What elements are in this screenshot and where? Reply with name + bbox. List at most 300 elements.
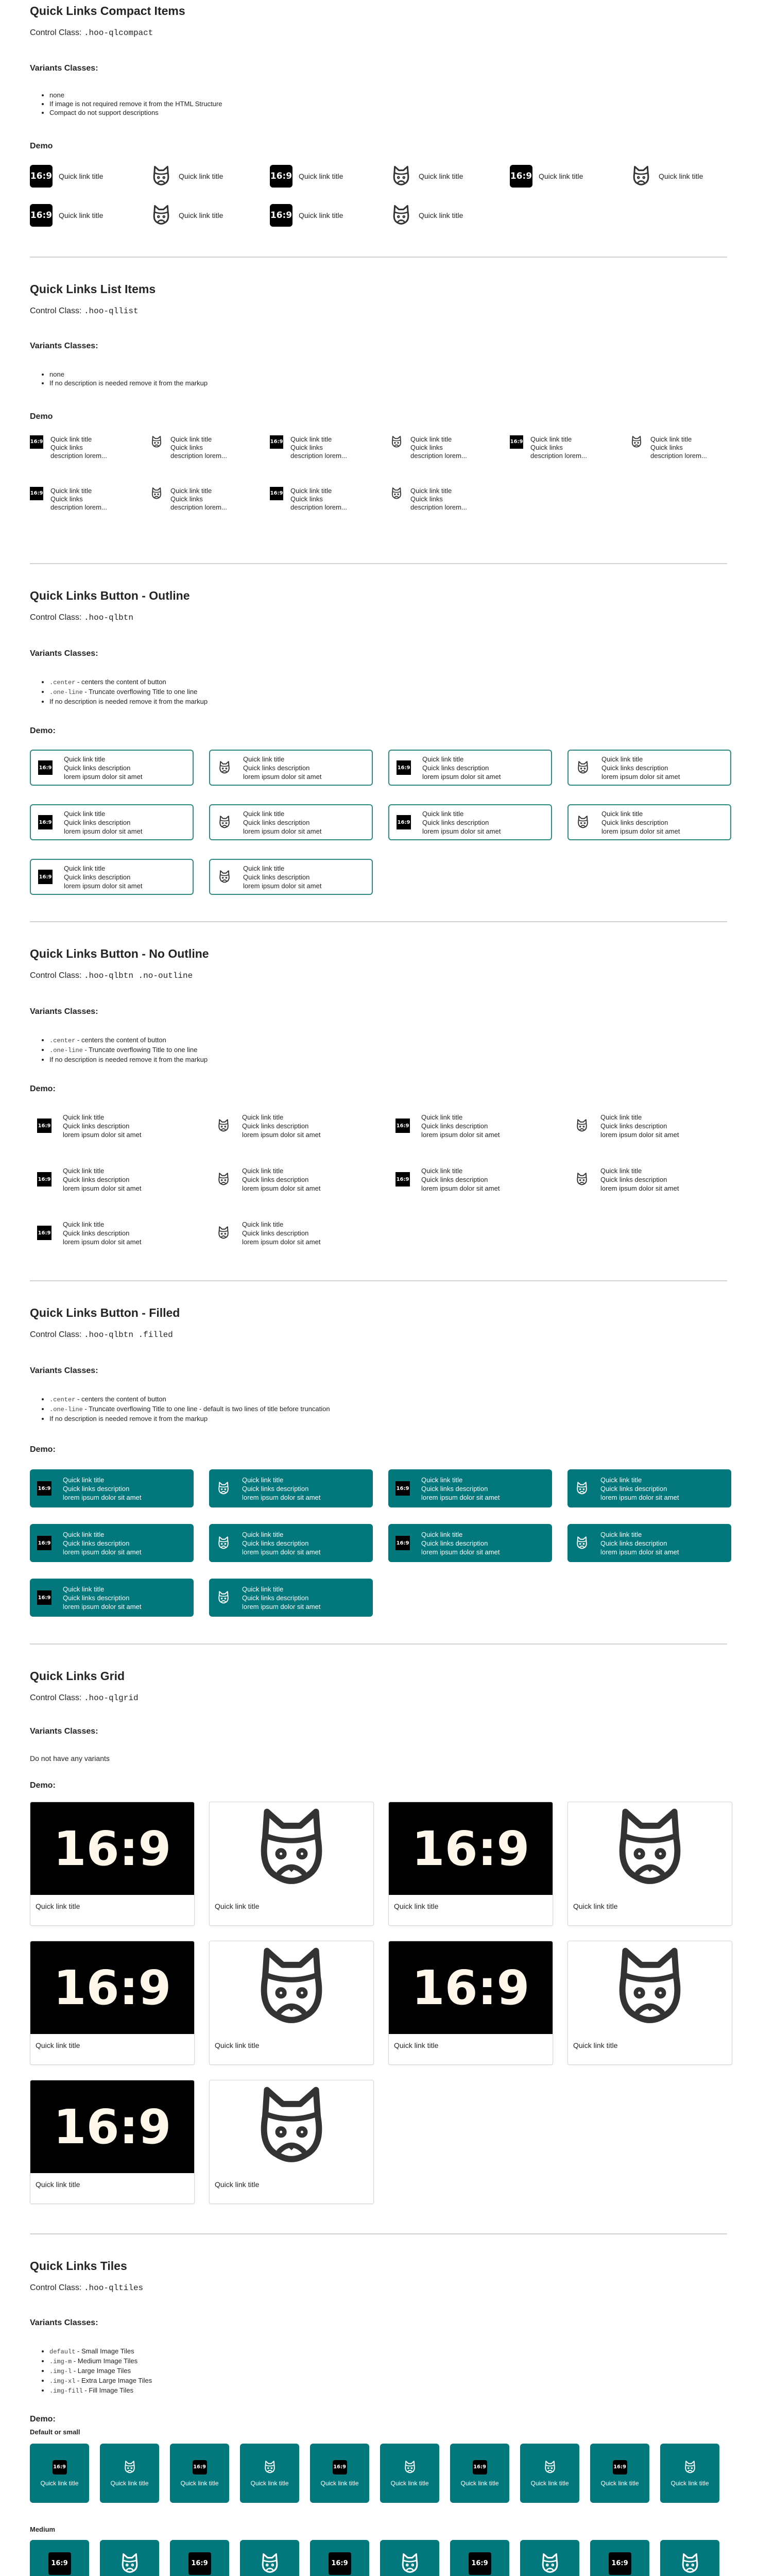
variant-text: - Extra Large Image Tiles [75,2377,152,2384]
quick-link-title: Quick link title [410,435,452,443]
quick-link-grid-card[interactable] [30,1802,195,1926]
quick-link-text [63,1113,141,1139]
quick-link-compact[interactable] [150,204,223,227]
quick-link-title: Quick link title [299,211,343,219]
image-16-9-icon: 16:9 [270,165,293,188]
quick-link-text [63,1476,141,1502]
quick-link-title: Quick link title [394,2041,439,2049]
section-title: Quick Links Button - Outline [30,589,190,602]
quick-link-text [64,809,142,836]
quick-link-title: Quick link title [600,1166,642,1175]
cat-icon [216,1172,231,1187]
variants-heading: Variants Classes: [30,1007,98,1016]
control-class [30,971,193,980]
quick-link-title: Quick link title [243,864,285,872]
variant-code: .img-l [49,2368,72,2375]
section-title: Quick Links Grid [30,1669,125,1683]
variant-item: • If no description is needed remove it from the markup [49,379,208,387]
cat-icon [118,2552,141,2575]
cat-icon [575,1536,589,1550]
quick-link-text [170,435,227,460]
quick-link-description: lorem ipsum dolor sit amet [242,1238,321,1246]
quick-link-grid-card[interactable] [30,2080,195,2204]
quick-link-list-item[interactable] [30,487,141,512]
cat-icon [217,760,232,775]
quick-link-description: description lorem... [170,503,227,511]
quick-link-title: Quick link title [63,1476,105,1484]
quick-link-description: lorem ipsum dolor sit amet [422,827,501,835]
quick-link-description: lorem ipsum dolor sit amet [63,1238,142,1246]
quick-link-title: Quick link title [422,755,464,763]
quick-link-tile[interactable] [660,2444,719,2503]
quick-link-tile[interactable] [380,2540,439,2576]
quick-link-title: Quick link title [573,2041,618,2049]
control-label: Control Class: [30,2283,82,2292]
quick-link-button[interactable] [567,1469,731,1507]
quick-link-button[interactable] [567,750,731,786]
quick-link-text [170,487,227,512]
quick-link-button[interactable] [388,1469,552,1507]
quick-link-description: lorem ipsum dolor sit amet [242,1493,321,1501]
cat-icon [568,1802,732,1895]
variant-item [49,1395,330,1404]
image-16-9-icon: 16:9 [30,1802,194,1895]
quick-link-title: Quick link title [63,1530,105,1538]
quick-link-description: Quick links [530,444,563,451]
quick-link-description: Quick links description [242,1539,309,1547]
quick-link-title: Quick link title [601,809,643,818]
variant-item [49,1055,208,1064]
quick-link-description: Quick links description [242,1484,309,1493]
quick-link-compact[interactable] [270,165,343,188]
quick-link-tile[interactable] [450,2444,509,2503]
quick-link-compact[interactable] [30,165,103,188]
tile-size-label: Default or small [30,2428,80,2436]
quick-link-tile[interactable] [170,2540,229,2576]
quick-link-description: Quick links description [601,764,668,772]
variants-heading: Variants Classes: [30,2318,98,2327]
quick-link-button[interactable] [30,804,194,840]
control-label: Control Class: [30,28,82,37]
quick-link-title: Quick link title [64,755,106,763]
image-16-9-icon: 16:9 [193,2460,207,2475]
image-16-9-icon: 16:9 [30,1941,194,2034]
variants-heading: Variants Classes: [30,1366,98,1375]
quick-link-button[interactable] [567,1108,731,1144]
quick-link-button[interactable] [567,1161,731,1197]
quick-link-description: Quick links [290,495,323,503]
quick-link-tile[interactable] [590,2540,649,2576]
quick-link-tile[interactable] [520,2540,579,2576]
quick-link-tile[interactable] [30,2540,89,2576]
quick-link-text [64,755,142,781]
quick-link-title: Quick link title [242,1220,284,1228]
image-16-9-icon: 16:9 [473,2460,487,2475]
quick-link-list-item[interactable] [150,435,261,460]
demo-heading: Demo [30,412,53,421]
quick-link-button[interactable] [388,1108,552,1144]
quick-link-tile[interactable] [170,2444,229,2503]
quick-link-grid-card[interactable] [30,1941,195,2065]
quick-link-compact[interactable] [150,165,223,188]
variant-code: default [49,2348,76,2355]
quick-link-tile[interactable] [310,2444,369,2503]
image-16-9-icon: 16:9 [510,435,523,449]
control-class [30,613,133,622]
quick-link-title: Quick link title [460,2479,499,2487]
quick-link-button[interactable] [209,1215,373,1251]
quick-link-button[interactable] [30,1161,194,1197]
quick-link-text [242,1220,320,1246]
variant-item [49,1414,330,1423]
quick-link-grid-card[interactable] [209,1941,374,2065]
cat-icon [390,435,403,449]
quick-link-description: Quick links description [600,1484,667,1493]
quick-link-title: Quick link title [600,1113,642,1121]
variants-list [30,1395,330,1423]
quick-link-tile[interactable] [450,2540,509,2576]
quick-link-description: Quick links [650,444,683,451]
variant-text: - Small Image Tiles [75,2347,134,2355]
quick-link-text [421,1476,500,1502]
cat-icon [216,1118,231,1133]
quick-link-button[interactable] [30,750,194,786]
section-title: Quick Links Tiles [30,2259,127,2273]
quick-link-description: lorem ipsum dolor sit amet [242,1184,321,1192]
variant-code: .one-line [49,689,83,696]
quick-link-button[interactable] [388,804,552,840]
quick-link-list-item[interactable] [270,487,381,512]
quick-link-button[interactable] [567,1524,731,1562]
control-label: Control Class: [30,971,82,980]
image-16-9-icon: 16:9 [270,204,293,227]
variant-item [49,1036,208,1045]
quick-link-description: lorem ipsum dolor sit amet [421,1130,500,1139]
quick-link-description: description lorem... [290,452,347,460]
control-class [30,2283,143,2293]
quick-link-button[interactable] [209,1108,373,1144]
quick-link-button[interactable] [209,1161,373,1197]
quick-link-button[interactable] [567,804,731,840]
cat-icon [390,487,403,500]
section-compact [30,0,727,258]
quick-link-description: Quick links description [600,1539,667,1547]
control-label: Control Class: [30,1330,82,1339]
section-filled [30,1281,727,1645]
image-16-9-icon: 16:9 [37,1172,51,1187]
quick-link-description: Quick links description [242,1594,309,1602]
quick-link-description: description lorem... [170,452,227,460]
cat-icon [568,1941,732,2034]
variant-text: - Fill Image Tiles [82,2386,134,2394]
control-code: .hoo-qlcompact [83,28,153,38]
variant-item [49,687,208,697]
variants-heading: Variants Classes: [30,342,98,350]
quick-link-compact[interactable] [390,204,463,227]
variant-text: - Medium Image Tiles [72,2357,138,2365]
quick-link-title: Quick link title [419,211,463,219]
list-demo [30,435,727,549]
image-16-9-icon: 16:9 [30,165,53,188]
quick-link-text [290,435,347,460]
cat-icon [217,870,232,884]
quick-link-description: description lorem... [410,503,467,511]
quick-link-compact[interactable] [30,204,103,227]
quick-link-description: Quick links [410,444,443,451]
quick-link-text [290,487,347,512]
quick-link-button[interactable] [388,750,552,786]
quick-link-description: lorem ipsum dolor sit amet [600,1493,679,1501]
image-16-9-icon: 16:9 [53,2460,67,2475]
quick-link-description: Quick links description [64,818,131,826]
quick-link-text [600,1476,679,1502]
quick-link-description: Quick links [50,444,83,451]
cat-icon [123,2460,137,2475]
demo-heading: Demo: [30,1445,56,1454]
quick-link-description: Quick links description [243,764,310,772]
quick-link-grid-card[interactable] [388,1941,553,2065]
quick-link-grid-card[interactable] [388,1802,553,1926]
control-code: .hoo-qltiles [83,2283,144,2293]
quick-link-text [243,809,321,836]
quick-link-compact[interactable] [510,165,583,188]
quick-link-button[interactable] [30,1215,194,1251]
section-outline [30,564,727,922]
quick-link-description: lorem ipsum dolor sit amet [243,882,322,890]
quick-link-text [63,1166,141,1193]
cat-icon [210,2080,373,2173]
variant-item [49,1404,330,1414]
quick-link-description: lorem ipsum dolor sit amet [600,1130,679,1139]
cat-icon [150,204,173,227]
control-code: .hoo-qlbtn .filled [83,1330,173,1340]
variant-code: .img-xl [49,2378,76,2385]
variant-item: • Compact do not support descriptions [49,108,222,117]
quick-link-title: Quick link title [64,864,106,872]
quick-link-button[interactable] [30,859,194,895]
quick-link-description: lorem ipsum dolor sit amet [63,1548,142,1556]
cat-icon [576,815,590,829]
quick-link-text [242,1113,320,1139]
cat-icon [575,1172,589,1187]
quick-link-tile[interactable] [590,2444,649,2503]
quick-link-description: Quick links description [242,1175,309,1183]
cat-icon [150,487,163,500]
cat-icon [575,1481,589,1496]
quick-link-title: Quick link title [573,1902,618,1910]
quick-link-tile[interactable] [100,2540,159,2576]
variant-text: - Truncate overflowing Title to one line [82,1046,198,1054]
image-16-9-icon: 16:9 [270,435,283,449]
quick-link-grid-card[interactable] [209,1802,374,1926]
quick-link-list-item[interactable] [150,487,261,512]
quick-link-list-item[interactable] [510,435,621,460]
variants-list [30,91,222,117]
quick-link-text [242,1476,320,1502]
section-title: Quick Links Button - Filled [30,1306,180,1319]
quick-link-title: Quick link title [59,172,104,180]
quick-link-button[interactable] [209,1579,373,1617]
quick-link-description: Quick links description [421,1122,488,1130]
quick-link-button[interactable] [30,1579,194,1617]
image-16-9-icon: 16:9 [30,2080,194,2173]
quick-link-description: Quick links description [243,873,310,881]
quick-link-description: lorem ipsum dolor sit amet [421,1184,500,1192]
quick-link-title: Quick link title [320,2479,359,2487]
image-16-9-icon: 16:9 [48,2552,71,2575]
quick-link-title: Quick link title [600,2479,639,2487]
image-16-9-icon: 16:9 [395,1172,410,1187]
quick-link-button[interactable] [209,804,373,840]
image-16-9-icon: 16:9 [469,2552,491,2575]
quick-link-description: Quick links description [422,818,489,826]
quick-link-description: lorem ipsum dolor sit amet [63,1493,142,1501]
quick-link-button[interactable] [388,1161,552,1197]
quick-link-button[interactable] [30,1469,194,1507]
cat-icon [217,815,232,829]
quick-link-text [601,755,680,781]
quick-link-title: Quick link title [421,1166,463,1175]
quick-link-description: lorem ipsum dolor sit amet [600,1184,679,1192]
tiles-demo [30,2428,727,2576]
quick-link-description: lorem ipsum dolor sit amet [242,1130,321,1139]
control-class [30,1330,173,1340]
cat-icon [403,2460,417,2475]
quick-link-title: Quick link title [242,1476,284,1484]
quick-link-button[interactable] [30,1524,194,1562]
quick-link-list-item[interactable] [630,435,741,460]
quick-link-tile[interactable] [100,2444,159,2503]
quick-link-tile[interactable] [240,2540,299,2576]
cat-icon [216,1226,231,1240]
quick-link-tile[interactable] [380,2444,439,2503]
quick-link-tile[interactable] [660,2540,719,2576]
variant-text: - Large Image Tiles [72,2367,131,2375]
variant-item [49,2386,152,2396]
quick-link-text [600,1530,679,1556]
quick-link-title: Quick link title [64,809,106,818]
quick-link-compact[interactable] [390,165,463,188]
variant-code: .center [49,1037,76,1044]
quick-link-description: lorem ipsum dolor sit amet [242,1548,321,1556]
control-code: .hoo-qllist [83,307,139,316]
quick-link-title: Quick link title [530,2479,569,2487]
quick-link-description: lorem ipsum dolor sit amet [63,1602,142,1611]
quick-link-compact[interactable] [630,165,703,188]
quick-link-description: description lorem... [650,452,707,460]
variant-item [49,697,208,706]
cat-icon [539,2552,561,2575]
quick-link-button[interactable] [388,1524,552,1562]
quick-link-description: Quick links description [242,1229,309,1237]
cat-icon [210,1941,373,2034]
quick-link-title: Quick link title [179,172,223,180]
cat-icon [630,435,643,449]
section-title: Quick Links Button - No Outline [30,947,209,960]
quick-link-description: lorem ipsum dolor sit amet [242,1602,321,1611]
quick-link-description: Quick links description [243,818,310,826]
section-title: Quick Links Compact Items [30,4,185,18]
image-16-9-icon: 16:9 [389,1802,553,1895]
grid-demo [30,1802,727,2214]
quick-link-title: Quick link title [50,487,92,495]
quick-link-description: Quick links description [421,1484,488,1493]
quick-link-text [63,1220,141,1246]
quick-link-description: lorem ipsum dolor sit amet [64,772,143,781]
quick-link-description: Quick links [410,495,443,503]
quick-link-text [421,1166,500,1193]
quick-link-button[interactable] [209,859,373,895]
quick-link-tile[interactable] [310,2540,369,2576]
image-16-9-icon: 16:9 [188,2552,211,2575]
demo-heading: Demo: [30,2415,56,2424]
variant-text: If no description is needed remove it from the markup [49,1056,208,1063]
quick-link-tile[interactable] [520,2444,579,2503]
quick-link-button[interactable] [209,1469,373,1507]
variants-list [30,370,208,387]
cat-icon [679,2552,701,2575]
image-16-9-icon: 16:9 [510,165,532,188]
quick-link-grid-card[interactable] [567,1802,732,1926]
image-16-9-icon: 16:9 [333,2460,347,2475]
quick-link-list-item[interactable] [390,487,501,512]
quick-link-grid-card[interactable] [567,1941,732,2065]
quick-link-title: Quick link title [243,809,285,818]
control-class [30,28,153,38]
quick-link-title: Quick link title [601,755,643,763]
cat-icon [575,1118,589,1133]
quick-link-description: Quick links [290,444,323,451]
quick-link-title: Quick link title [36,2041,80,2049]
quick-link-text [243,864,321,890]
quick-link-compact[interactable] [270,204,343,227]
quick-link-title: Quick link title [63,1113,105,1121]
quick-link-description: Quick links description [63,1539,130,1547]
quick-link-description: lorem ipsum dolor sit amet [243,772,322,781]
tile-size-label: Medium [30,2526,56,2533]
quick-link-button[interactable] [30,1108,194,1144]
quick-link-description: description lorem... [410,452,467,460]
quick-link-title: Quick link title [170,435,212,443]
quick-link-title: Quick link title [659,172,703,180]
cat-icon [150,165,173,188]
quick-link-text [600,1113,679,1139]
cat-icon [150,435,163,449]
quick-link-description: lorem ipsum dolor sit amet [421,1493,500,1501]
quick-link-button[interactable] [209,1524,373,1562]
quick-link-grid-card[interactable] [209,2080,374,2204]
quick-link-description: description lorem... [530,452,587,460]
quick-link-list-item[interactable] [270,435,381,460]
quick-link-tile[interactable] [30,2444,89,2503]
quick-link-description: lorem ipsum dolor sit amet [243,827,322,835]
quick-link-text [50,435,107,460]
quick-link-tile[interactable] [240,2444,299,2503]
control-class [30,307,139,316]
quick-link-text [243,755,321,781]
image-16-9-icon: 16:9 [37,1226,51,1240]
demo-heading: Demo [30,142,53,150]
quick-link-list-item[interactable] [390,435,501,460]
image-16-9-icon: 16:9 [389,1941,553,2034]
quick-link-title: Quick link title [422,809,464,818]
quick-link-title: Quick link title [36,2180,80,2189]
quick-link-list-item[interactable] [30,435,141,460]
quick-link-title: Quick link title [63,1166,105,1175]
quick-link-text [421,1530,500,1556]
quick-link-title: Quick link title [290,487,332,495]
quick-link-button[interactable] [209,750,373,786]
